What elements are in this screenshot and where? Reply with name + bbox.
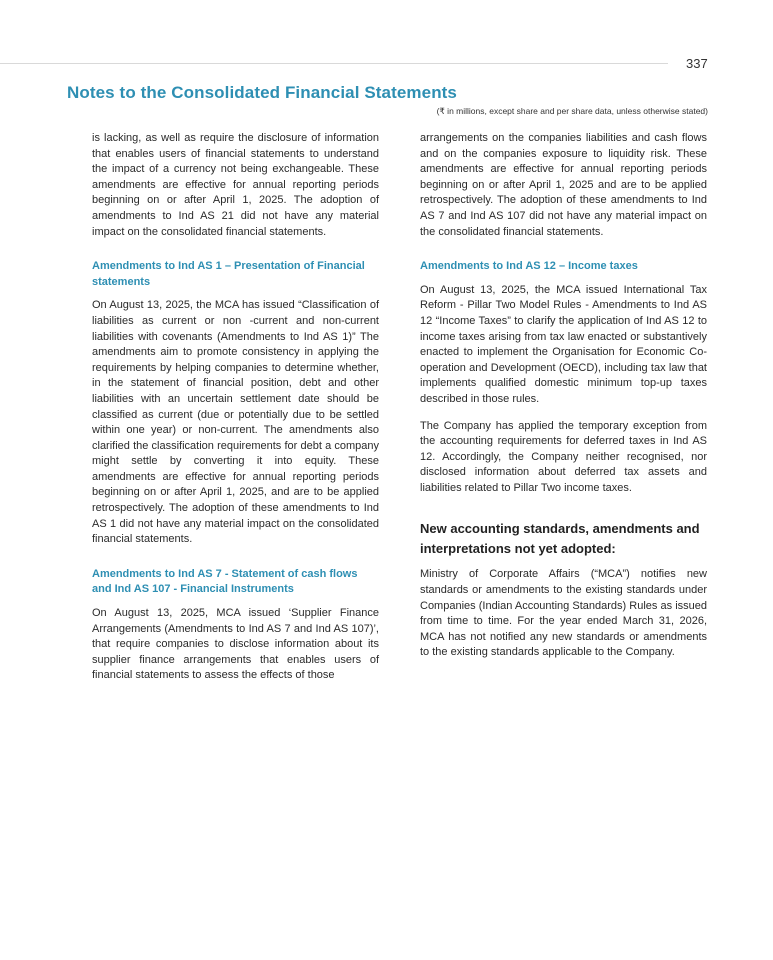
paragraph: On August 13, 2025, the MCA has issued “Classification of liabilities as current or non -current and non-current liabilities with covenants (Amendments to Ind AS 1)” The amendments aim to promote consistency in applying the requirements by helping companies to determine whether, in the statement of financial position, debt and other liabilities with an uncertain settlement date should be classified as current (due or potentially due to be settled within one year) or non-current. The amendments also clarified the classification requirements for debt a company might settle by converting it into equity. These amendments are effective for annual reporting periods beginning on or after April 1, 2025, and are to be applied retrospectively. The adoption of these amendments to Ind AS 1 did not have any material impact on the consolidated financial statements. <box>92 299 379 546</box>
paragraph: arrangements on the companies liabilities and cash flows and on the companies exposure to liquidity risk. These amendments are effective for annual reporting periods beginning on or after April 1, 2025 and are to be applied retrospectively. The adoption of these amendments to Ind AS 7 and Ind AS 107 did not have any material impact on the consolidated financial statements. <box>420 132 707 238</box>
unit-note: (₹ in millions, except share and per share data, unless otherwise stated) <box>436 106 708 116</box>
section-heading-new-standards: New accounting standards, amendments and interpretations not yet adopted: <box>420 521 700 557</box>
paragraph: On August 13, 2025, the MCA issued International Tax Reform - Pillar Two Model Rules - Amendments to Ind AS 12 “Income Taxes” to clarify the application of Ind AS 12 to income taxes arising from tax law enacted or substantively enacted to implement the Organisation for Economic Co-operation and Development (OECD), including tax law that implements qualified domestic minimum top-up taxes described in those rules. <box>420 283 707 405</box>
page-number: 337 <box>686 56 708 71</box>
section-heading-ind-as-7: Amendments to Ind AS 7 - Statement of cash flows and Ind AS 107 - Financial Instruments <box>92 567 358 596</box>
header-rule <box>0 63 668 64</box>
paragraph: is lacking, as well as require the disclosure of information that enables users of financial statements to understand the impact of a currency not being exchangeable. These amendments are effective for annual reporting periods beginning on or after April 1, 2025. The adoption of amendments to Ind AS 21 did not have any material impact on the consolidated financial statements. <box>92 132 379 238</box>
paragraph: On August 13, 2025, MCA issued ‘Supplier Finance Arrangements (Amendments to Ind AS 7 and Ind AS 107)’, that require companies to disclose information about its supplier finance arrangements that enables users of financial statements to assess the effects of those <box>92 607 379 682</box>
left-column <box>92 131 379 695</box>
paragraph: Ministry of Corporate Affairs (“MCA”) notifies new standards or amendments to the existing standards under Companies (Indian Accounting Standards) Rules as issued from time to time. For the year ended March 31, 2026, MCA has not notified any new standards or amendments to the existing standards applicable to the Company. <box>420 568 707 659</box>
paragraph: The Company has applied the temporary exception from the accounting requirements for deferred taxes in Ind AS 12. Accordingly, the Company neither recognised, nor disclosed information about deferred tax assets and liabilities related to Pillar Two income taxes. <box>420 419 707 494</box>
section-heading-ind-as-1: Amendments to Ind AS 1 – Presentation of Financial statements <box>92 260 365 288</box>
right-column <box>420 131 707 672</box>
page-title: Notes to the Consolidated Financial Statements <box>67 83 457 102</box>
section-heading-ind-as-12: Amendments to Ind AS 12 – Income taxes <box>420 260 638 273</box>
